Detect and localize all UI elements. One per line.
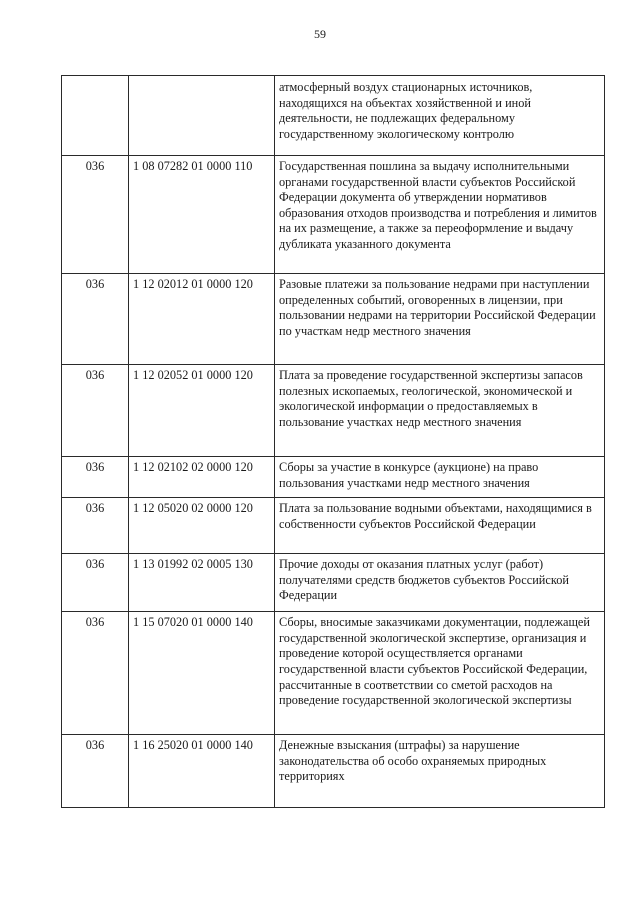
table-row	[62, 76, 605, 156]
admin-code-cell: 036	[62, 365, 129, 457]
budget-code-cell: 1 08 07282 01 0000 110	[129, 156, 275, 274]
admin-code-cell: 036	[62, 735, 129, 808]
table-row	[62, 457, 605, 498]
table-row	[62, 365, 605, 457]
admin-code-cell: 036	[62, 612, 129, 735]
admin-code-cell	[62, 76, 129, 156]
table-row	[62, 612, 605, 735]
description-cell: Плата за пользование водными объектами, находящимися в собственности субъектов Российской Федерации	[275, 498, 605, 554]
admin-code-cell: 036	[62, 457, 129, 498]
table-row	[62, 274, 605, 365]
description-cell: Разовые платежи за пользование недрами при наступлении определенных событий, оговоренных в лицензии, при пользовании недрами на территории Российской Федерации по участкам недр местного значения	[275, 274, 605, 365]
description-cell: Плата за проведение государственной экспертизы запасов полезных ископаемых, геологической, экономической и экологической информации о предоставляемых в пользование участках недр местного значения	[275, 365, 605, 457]
admin-code-cell: 036	[62, 554, 129, 612]
budget-code-cell: 1 12 02012 01 0000 120	[129, 274, 275, 365]
admin-code-cell: 036	[62, 274, 129, 365]
budget-codes-table	[61, 75, 605, 808]
budget-code-cell: 1 13 01992 02 0005 130	[129, 554, 275, 612]
description-cell: Денежные взыскания (штрафы) за нарушение законодательства об особо охраняемых природных территориях	[275, 735, 605, 808]
admin-code-cell: 036	[62, 498, 129, 554]
description-cell: Сборы за участие в конкурсе (аукционе) на право пользования участками недр местного значения	[275, 457, 605, 498]
description-cell: Государственная пошлина за выдачу исполнительными органами государственной власти субъектов Российской Федерации документа об утверждении нормативов образования отходов производства и потребления и лимитов на их размещение, а также за переоформление и выдачу дубликата указанного документа	[275, 156, 605, 274]
budget-code-cell: 1 12 02102 02 0000 120	[129, 457, 275, 498]
budget-code-cell: 1 15 07020 01 0000 140	[129, 612, 275, 735]
table-row	[62, 554, 605, 612]
description-cell: Прочие доходы от оказания платных услуг (работ) получателями средств бюджетов субъектов Российской Федерации	[275, 554, 605, 612]
table-row	[62, 498, 605, 554]
budget-code-cell	[129, 76, 275, 156]
page-number: 59	[314, 27, 326, 41]
budget-code-cell: 1 12 05020 02 0000 120	[129, 498, 275, 554]
budget-code-cell: 1 16 25020 01 0000 140	[129, 735, 275, 808]
admin-code-cell: 036	[62, 156, 129, 274]
table-row	[62, 156, 605, 274]
budget-code-cell: 1 12 02052 01 0000 120	[129, 365, 275, 457]
description-cell: атмосферный воздух стационарных источников, находящихся на объектах хозяйственной и иной деятельности, не подлежащих федеральному государственному экологическому контролю	[275, 76, 605, 156]
description-cell: Сборы, вносимые заказчиками документации, подлежащей государственной экологической экспертизе, организация и проведение которой осуществляется органами государственной власти субъектов Российской Федерации, рассчитанные в соответствии со сметой расходов на проведение государственной экологической экспертизы	[275, 612, 605, 735]
table-row	[62, 735, 605, 808]
